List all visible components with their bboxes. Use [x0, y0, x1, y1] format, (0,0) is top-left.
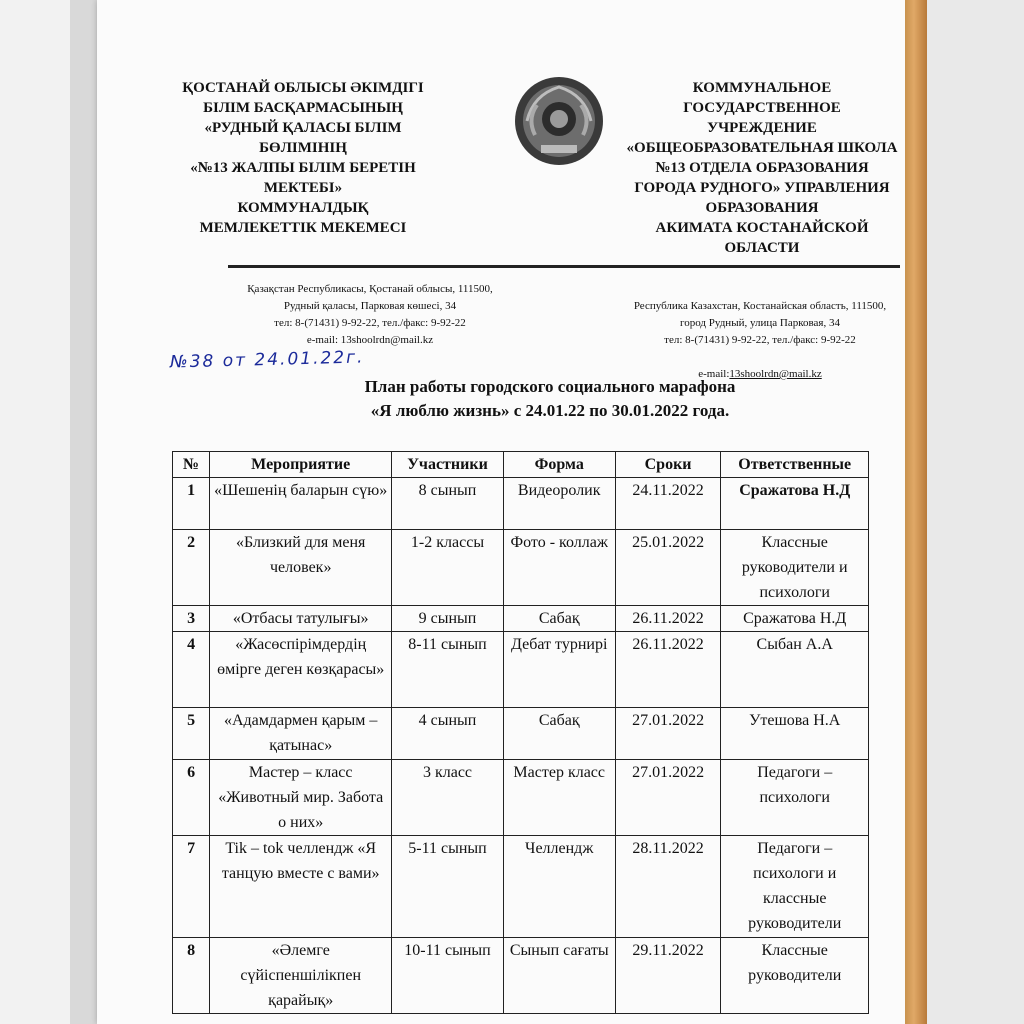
cell-form: Сабақ: [503, 606, 615, 632]
background-right: [924, 0, 1024, 1024]
cell-event: «Отбасы татулығы»: [210, 606, 392, 632]
table-row: [173, 632, 869, 708]
cell-date: 28.11.2022: [615, 836, 721, 938]
cell-form: Дебат турнирі: [503, 632, 615, 708]
email-link[interactable]: 13shoolrdn@mail.kz: [729, 368, 822, 380]
cell-responsible: Педагоги – психологи и классные руководители: [721, 836, 869, 938]
cell-responsible: Сражатова Н.Д: [721, 606, 869, 632]
cell-form: Сынып сағаты: [503, 938, 615, 1014]
table-row: [173, 708, 869, 760]
table-row: [173, 836, 869, 938]
cell-num: 6: [173, 760, 210, 836]
header-num: №: [173, 452, 210, 478]
table-row: [173, 606, 869, 632]
cell-date: 27.01.2022: [615, 760, 721, 836]
background-left: [0, 0, 70, 1024]
cell-event: «Шешенің баларын сүю»: [210, 478, 392, 530]
header-responsible: Ответственные: [721, 452, 869, 478]
cell-responsible: Классные руководители и психологи: [721, 530, 869, 606]
document-title: [150, 375, 950, 423]
cell-participants: 1-2 классы: [392, 530, 504, 606]
address-russian-lines: Республика Казахстан, Костанайская область, 111500, город Рудный, улица Парковая, 34 тел: 8-(71431) 9-92-22, тел./факс: 9-92-22: [633, 300, 887, 346]
header-divider: [228, 265, 900, 268]
cell-date: 25.01.2022: [615, 530, 721, 606]
cell-responsible: Классные руководители: [721, 938, 869, 1014]
cell-participants: 3 класс: [392, 760, 504, 836]
cell-participants: 4 сынып: [392, 708, 504, 760]
cell-date: 26.11.2022: [615, 632, 721, 708]
cell-num: 5: [173, 708, 210, 760]
cell-date: 29.11.2022: [615, 938, 721, 1014]
cell-responsible: Сражатова Н.Д: [721, 478, 869, 530]
table-header-row: [173, 452, 869, 478]
handwritten-note: №38 от 24.01.22г.: [169, 347, 365, 373]
cell-responsible: Сыбан А.А: [721, 632, 869, 708]
title-line-2: «Я люблю жизнь» с 24.01.22 по 30.01.2022 года.: [370, 401, 730, 420]
cell-event: «Әлемге сүйіспеншілікпен қарайық»: [210, 938, 392, 1014]
cell-event: «Жасөспірімдердің өмірге деген көзқарасы»: [210, 632, 392, 708]
table-row: [173, 530, 869, 606]
cell-form: Мастер класс: [503, 760, 615, 836]
cell-participants: 9 сынып: [392, 606, 504, 632]
email-prefix: e-mail:: [698, 368, 730, 380]
table-row: [173, 938, 869, 1014]
cell-num: 4: [173, 632, 210, 708]
cell-num: 8: [173, 938, 210, 1014]
table-row: [173, 760, 869, 836]
header-event: Мероприятие: [210, 452, 392, 478]
cell-event: Мастер – класс «Животный мир. Забота о них»: [210, 760, 392, 836]
cell-num: 2: [173, 530, 210, 606]
table-row: [173, 478, 869, 530]
header-form: Форма: [503, 452, 615, 478]
cell-form: Челлендж: [503, 836, 615, 938]
cell-participants: 5-11 сынып: [392, 836, 504, 938]
header-date: Сроки: [615, 452, 721, 478]
cell-event: «Адамдармен қарым – қатынас»: [210, 708, 392, 760]
address-kazakh: Қазақстан Республикасы, Қостанай облысы, 111500, Рудный қаласы, Парковая көшесі, 34 тел: 8-(71431) 9-92-22, тел./факс: 9-92-22 e-mail: 13shoolrdn@mail.kz: [247, 283, 493, 346]
cell-date: 24.11.2022: [615, 478, 721, 530]
cell-form: Фото - коллаж: [503, 530, 615, 606]
address-russian: [590, 281, 930, 383]
cell-form: Сабақ: [503, 708, 615, 760]
org-name-russian: КОММУНАЛЬНОЕ ГОСУДАРСТВЕННОЕ УЧРЕЖДЕНИЕ «ОБЩЕОБРАЗОВАТЕЛЬНАЯ ШКОЛА №13 ОТДЕЛА ОБРАЗОВАНИЯ ГОРОДА РУДНОГО» УПРАВЛЕНИЯ ОБРАЗОВАНИЯ АКИМАТА КОСТАНАЙСКОЙ ОБЛАСТИ: [626, 80, 898, 256]
cell-num: 1: [173, 478, 210, 530]
cell-form: Видеоролик: [503, 478, 615, 530]
cell-participants: 10-11 сынып: [392, 938, 504, 1014]
cell-participants: 8-11 сынып: [392, 632, 504, 708]
state-emblem-icon: [513, 75, 605, 167]
cell-num: 7: [173, 836, 210, 938]
cell-responsible: Педагоги – психологи: [721, 760, 869, 836]
org-name-kazakh: ҚОСТАНАЙ ОБЛЫСЫ ӘКІМДІГІ БІЛІМ БАСҚАРМАСЫНЫҢ «РУДНЫЙ ҚАЛАСЫ БІЛІМ БӨЛІМІНІҢ «№13 ЖАЛПЫ БІЛІМ БЕРЕТІН МЕКТЕБІ» КОММУНАЛДЫҚ МЕМЛЕКЕТТІК МЕКЕМЕСІ: [182, 80, 424, 236]
cell-event: «Близкий для меня человек»: [210, 530, 392, 606]
cell-event: Tik – tok челлендж «Я танцую вместе с вами»: [210, 836, 392, 938]
cell-num: 3: [173, 606, 210, 632]
cell-participants: 8 сынып: [392, 478, 504, 530]
cell-date: 27.01.2022: [615, 708, 721, 760]
header-participants: Участники: [392, 452, 504, 478]
cell-date: 26.11.2022: [615, 606, 721, 632]
plan-table: [172, 451, 869, 1014]
cell-responsible: Утешова Н.А: [721, 708, 869, 760]
title-line-1: План работы городского социального марафона: [364, 377, 736, 396]
